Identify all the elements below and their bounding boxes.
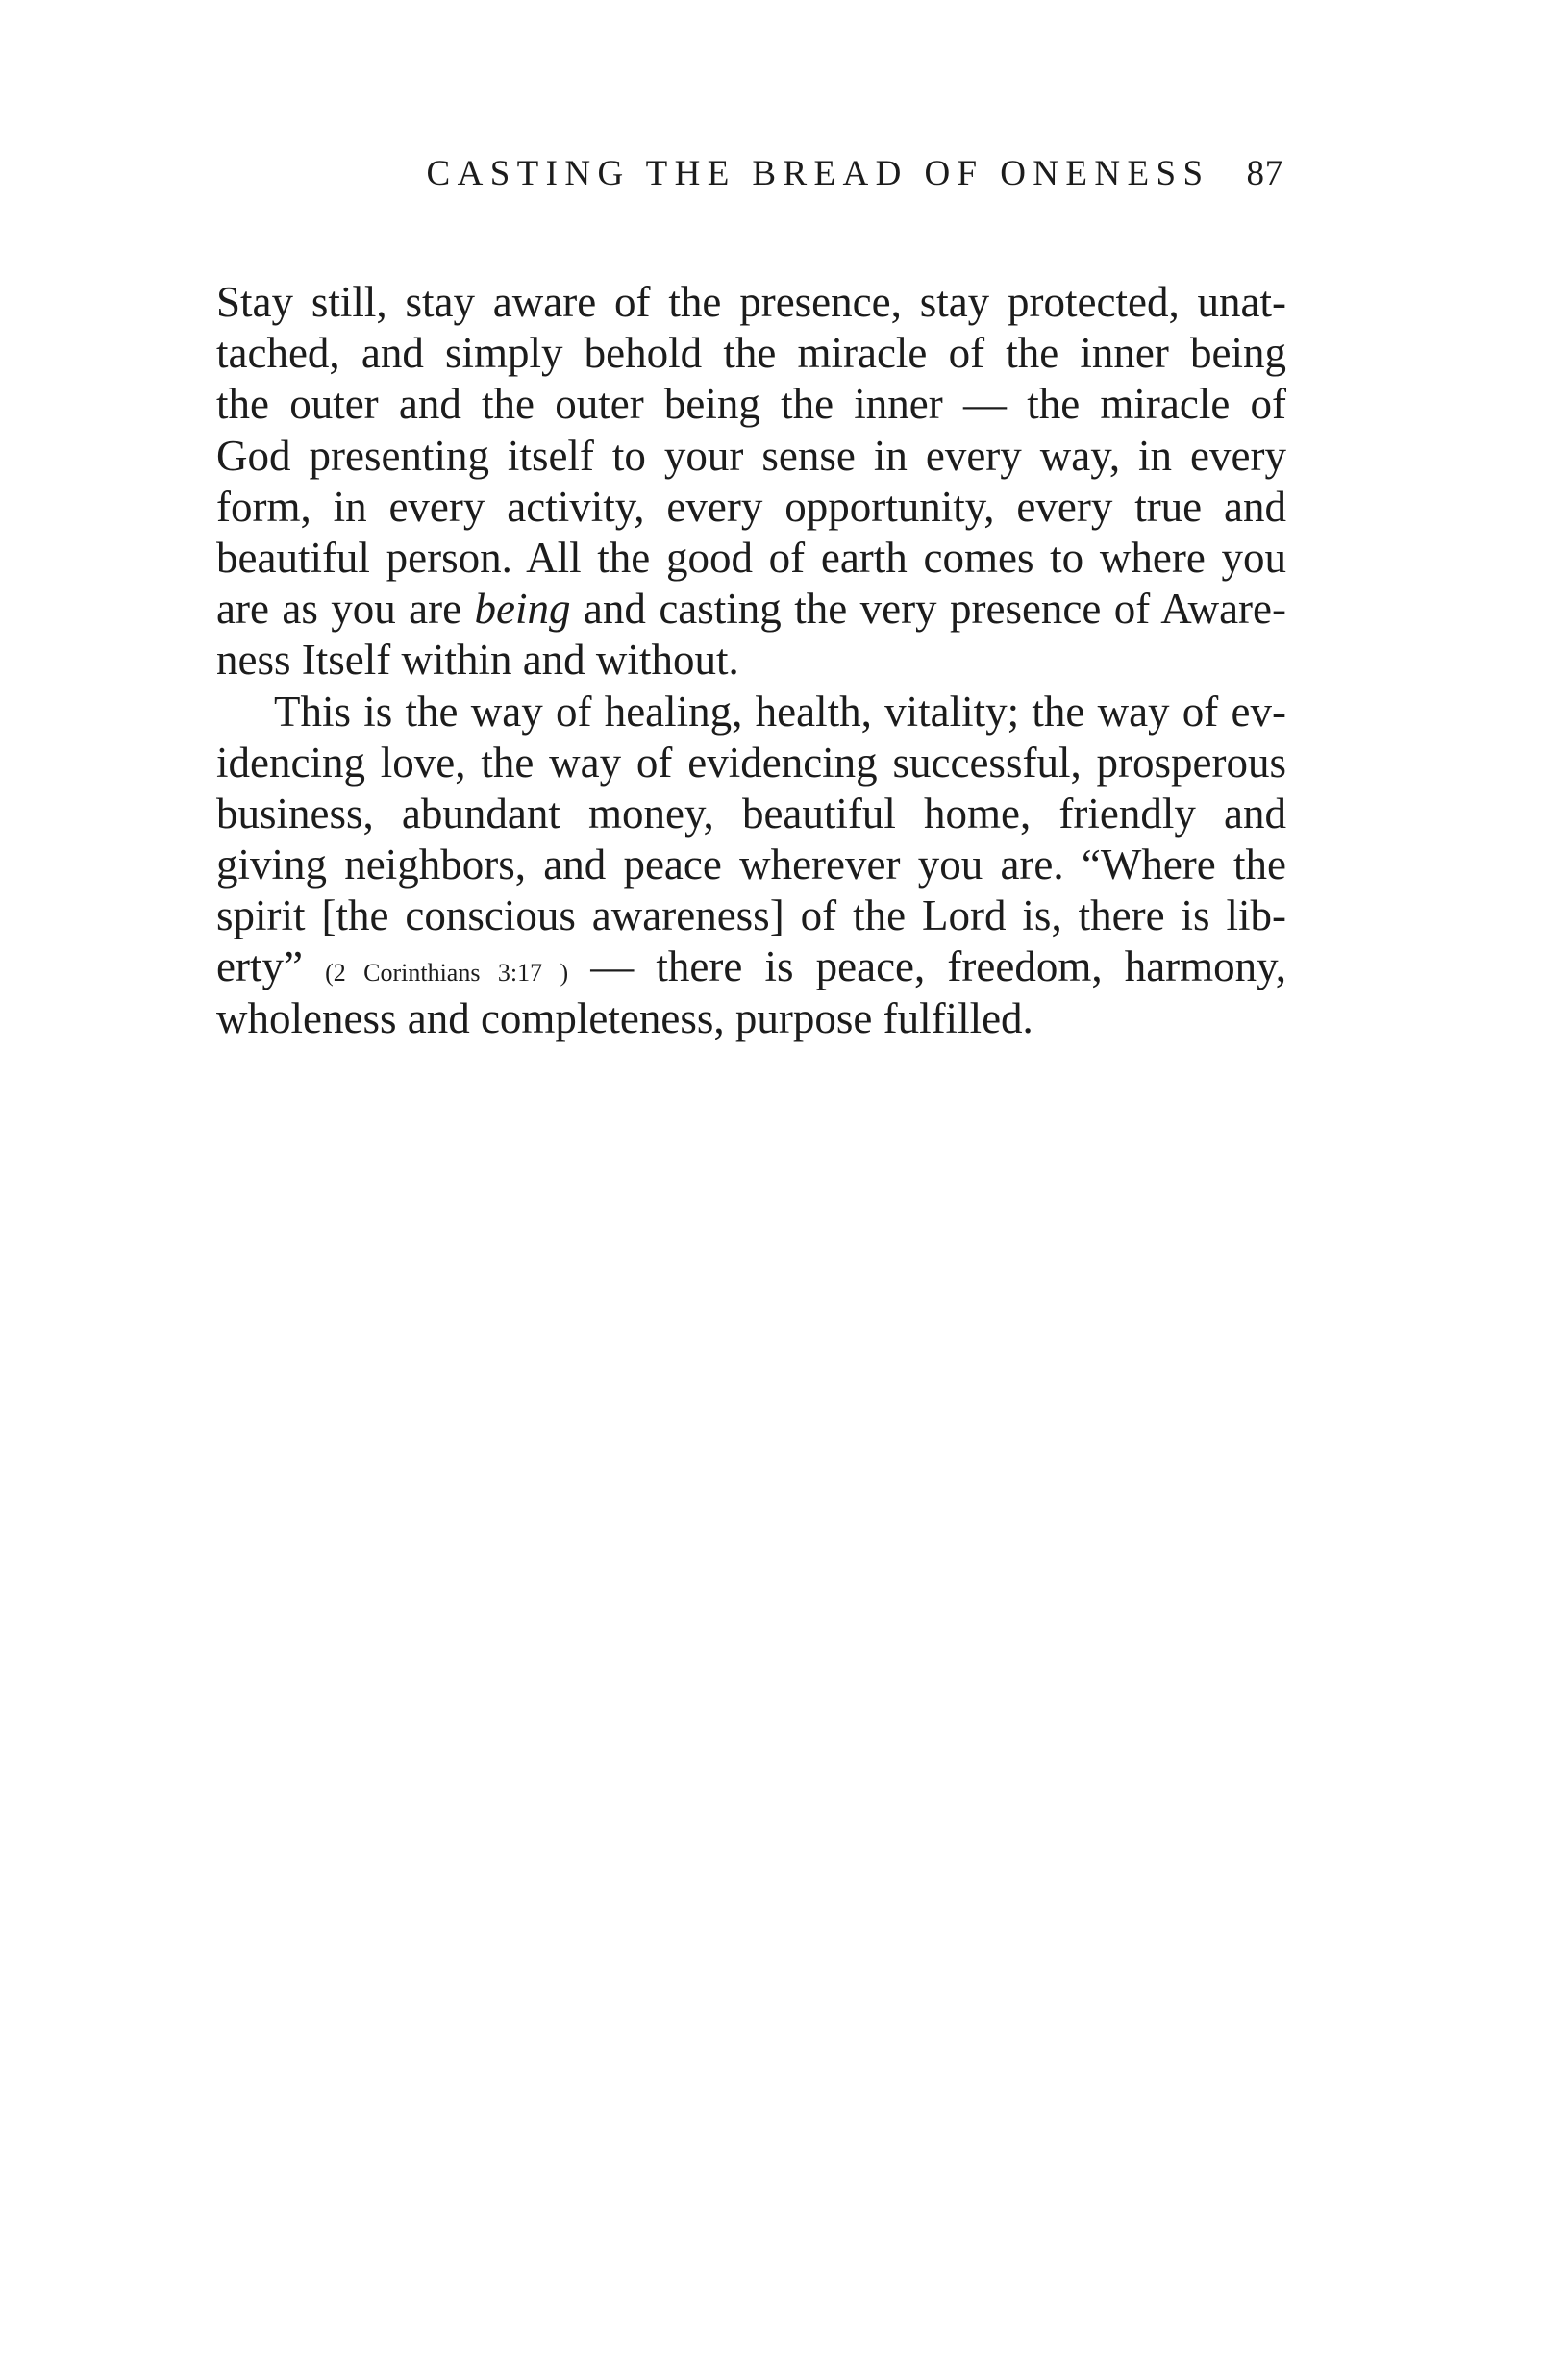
text-line: giving neighbors, and peace wherever you are. “Where the [216,840,1286,889]
text-line: spirit [the conscious awareness] of the Lord is, there is lib- [216,891,1286,940]
body-text [216,277,1286,1044]
page-number: 87 [1246,154,1283,193]
text-segment: — there is peace, freedom, harmony, [568,942,1286,991]
text-line: beautiful person. All the good of earth comes to where you [216,533,1286,582]
text-line: Stay still, stay aware of the presence, stay protected, unat- [216,278,1286,326]
text-segment: are as you are [216,585,475,634]
text-line: the outer and the outer being the inner — the miracle of [216,380,1286,429]
text-line [216,941,1286,992]
text-line [216,584,1286,635]
text-line: form, in every activity, every opportunity, every true and [216,482,1286,531]
running-title: CASTING THE BREAD OF ONENESS [426,154,1210,193]
text-line: business, abundant money, beautiful home, friendly and [216,789,1286,838]
text-line: wholeness and completeness, purpose fulfilled. [216,993,1033,1042]
text-line: tached, and simply behold the miracle of the inner being [216,329,1286,378]
text-segment: and casting the very presence of Aware- [570,585,1286,634]
running-head [216,156,1283,191]
scripture-citation: (2 Corinthians 3:17 ) [325,959,569,988]
text-segment: erty” [216,942,326,991]
text-line: God presenting itself to your sense in every way, in every [216,431,1286,480]
text-line: This is the way of healing, health, vitality; the way of ev- [274,687,1286,736]
text-line: ness Itself within and without. [216,636,739,685]
emphasized-word: being [474,585,571,634]
text-line: idencing love, the way of evidencing successful, prosperous [216,738,1286,787]
